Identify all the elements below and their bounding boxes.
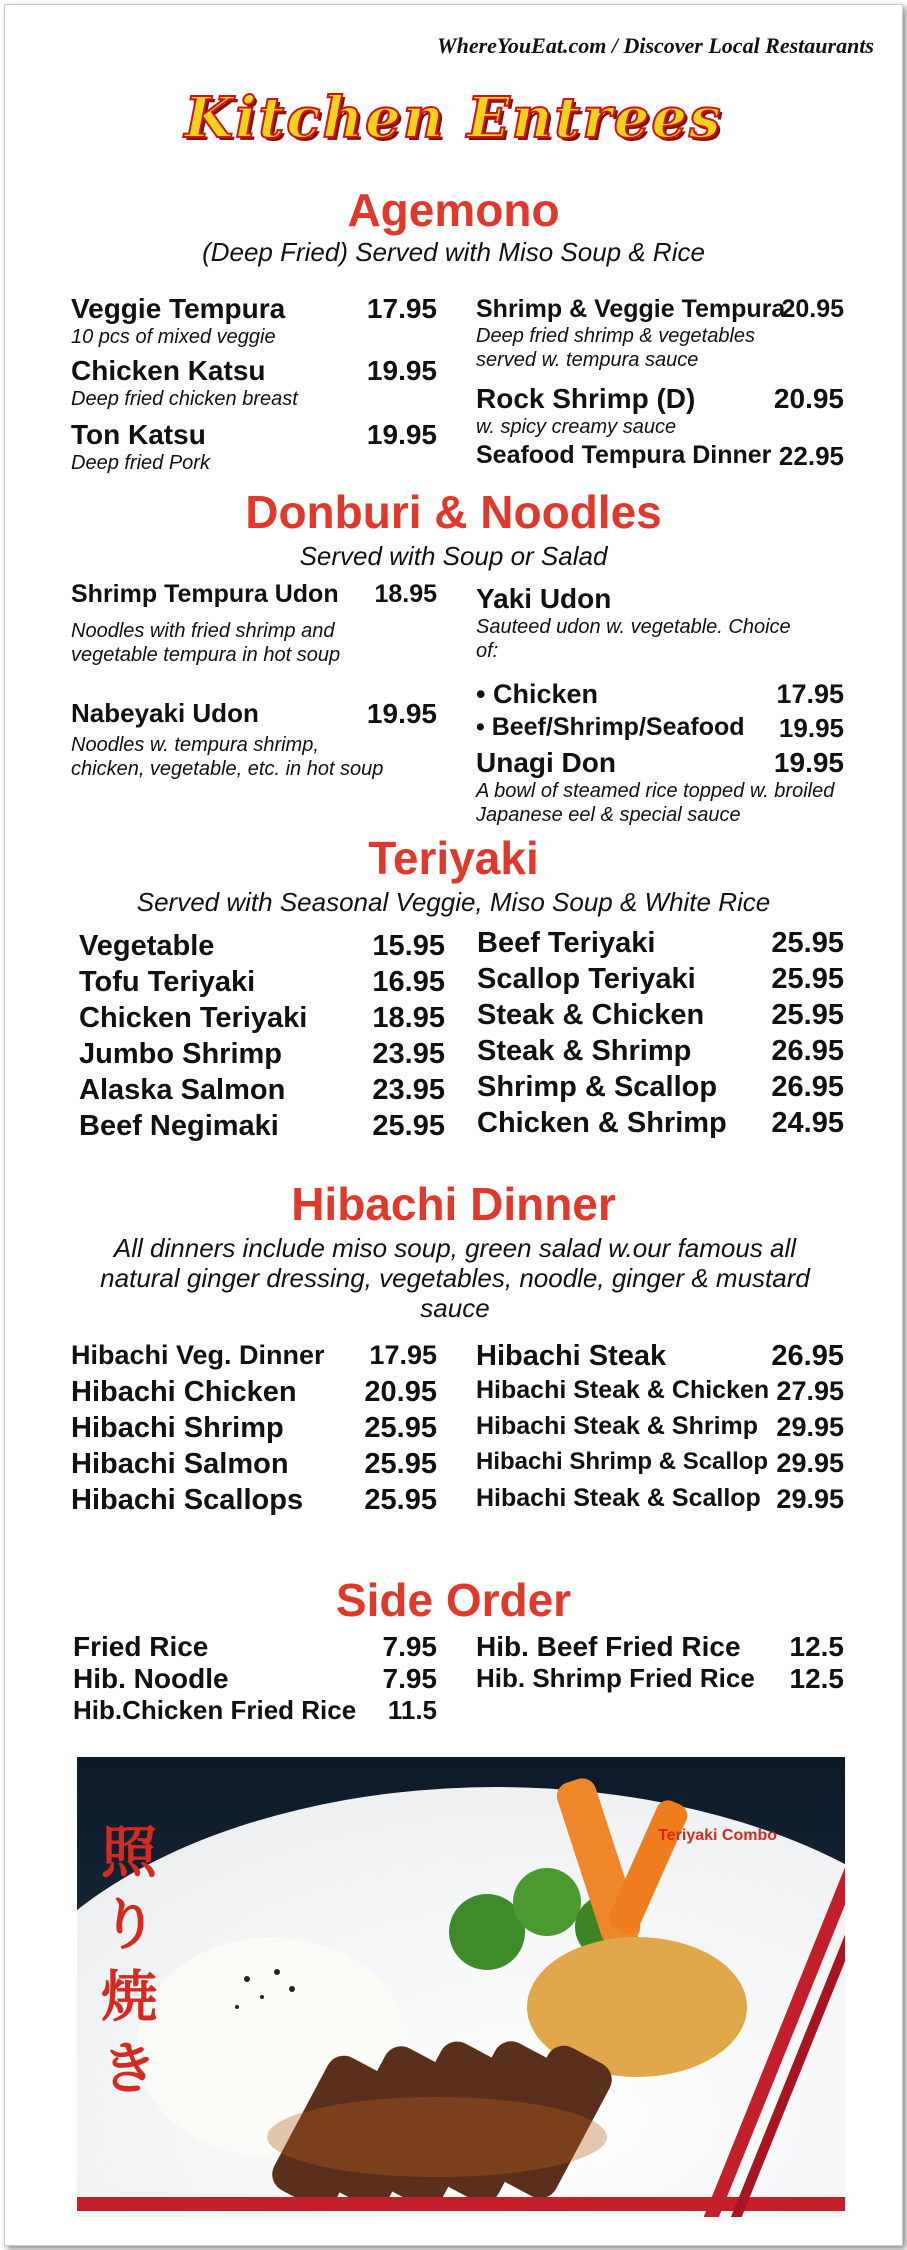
side-order-heading: Side Order [335, 1574, 572, 1626]
item-name: Hib. Beef Fried Rice [476, 1631, 741, 1662]
menu-item [476, 441, 844, 470]
item-price: 19.95 [773, 747, 844, 778]
kanji-char: り [101, 1892, 157, 1958]
item-price: 25.95 [771, 999, 844, 1031]
item-price: 25.95 [364, 1484, 437, 1516]
item-price: 22.95 [778, 441, 844, 471]
item-description: w. spicy creamy sauce [476, 416, 677, 438]
item-price: 23.95 [372, 1074, 445, 1106]
menu-page [4, 4, 903, 2246]
menu-row [73, 1695, 437, 1727]
menu-row [476, 1484, 844, 1520]
item-name: Hibachi Steak & Shrimp [476, 1412, 759, 1440]
site-banner: WhereYouEat.com / Discover Local Restaurants [437, 33, 874, 58]
item-name: Chicken & Shrimp [477, 1107, 727, 1139]
item-name: Unagi Don [476, 747, 616, 778]
item-name: Tofu Teriyaki [79, 966, 256, 998]
item-name: Rock Shrimp (D) [476, 383, 696, 414]
item-name: Hibachi Chicken [71, 1376, 297, 1408]
kanji-char: き [101, 2036, 157, 2102]
item-name: Shrimp & Veggie Tempura [476, 295, 786, 323]
menu-row [79, 1002, 445, 1038]
menu-item [71, 293, 437, 355]
item-price: 26.95 [771, 1340, 844, 1372]
menu-item [476, 583, 844, 679]
item-name: Hibachi Salmon [71, 1448, 289, 1480]
menu-row [79, 966, 445, 1002]
item-price: 25.95 [771, 927, 844, 959]
item-price: 12.5 [789, 1663, 844, 1694]
item-price: 7.95 [382, 1631, 437, 1662]
item-price: 19.95 [366, 355, 437, 386]
item-price: 25.95 [372, 1110, 445, 1142]
donburi-right-column [476, 583, 844, 827]
menu-row [477, 1071, 844, 1107]
item-name: Jumbo Shrimp [79, 1038, 283, 1070]
kanji-char: 照 [101, 1820, 157, 1886]
item-name: Beef Teriyaki [477, 927, 656, 959]
item-name: Hibachi Veg. Dinner [71, 1340, 325, 1370]
item-price: 18.95 [372, 1002, 445, 1034]
menu-item [476, 747, 844, 827]
menu-row [71, 1340, 437, 1376]
item-price: 11.5 [387, 1695, 437, 1725]
item-name: Alaska Salmon [79, 1074, 286, 1106]
item-name: Hibachi Steak & Scallop [476, 1484, 761, 1512]
teriyaki-combo-photo [77, 1757, 845, 2217]
donburi-subtitle: Served with Soup or Salad [299, 541, 608, 571]
item-name: Hibachi Steak [476, 1340, 667, 1372]
menu-row [73, 1631, 437, 1663]
item-name: Shrimp & Scallop [477, 1071, 718, 1103]
item-name: Hibachi Shrimp & Scallop [476, 1448, 769, 1475]
item-price: 16.95 [372, 966, 445, 998]
menu-row [79, 1038, 445, 1074]
menu-item [71, 419, 437, 475]
menu-row [71, 1376, 437, 1412]
item-description: 10 pcs of mixed veggie [71, 326, 276, 348]
item-name: Hib. Noodle [73, 1663, 229, 1694]
choice-name: • Beef/Shrimp/Seafood [476, 713, 745, 741]
menu-item [71, 580, 437, 698]
item-price: 26.95 [771, 1035, 844, 1067]
item-name: Ton Katsu [71, 419, 206, 450]
menu-item [476, 383, 844, 441]
menu-title: Kitchen Entrees [184, 85, 723, 151]
teriyaki-kanji [99, 1817, 159, 2105]
item-name: Hibachi Scallops [71, 1484, 304, 1516]
menu-item [71, 698, 437, 781]
teriyaki-subtitle: Served with Seasonal Veggie, Miso Soup & White Rice [136, 887, 771, 917]
menu-row [476, 1340, 844, 1376]
item-price: 12.5 [789, 1631, 844, 1662]
item-description: Deep fried chicken breast [71, 388, 298, 410]
item-price: 20.95 [364, 1376, 437, 1408]
menu-row [476, 1448, 844, 1484]
menu-row [477, 1107, 844, 1143]
menu-row [477, 927, 844, 963]
menu-row [71, 1448, 437, 1484]
menu-row [79, 1110, 445, 1146]
choice-item [476, 679, 844, 713]
hibachi-heading: Hibachi Dinner [291, 1178, 616, 1230]
item-name: Veggie Tempura [71, 293, 286, 324]
item-price: 29.95 [776, 1484, 844, 1514]
item-description: Noodles w. tempura shrimp, chicken, vegetable, etc. in hot soup [71, 734, 384, 780]
agemono-subtitle: (Deep Fried) Served with Miso Soup & Rice [202, 237, 705, 267]
agemono-left-column [71, 293, 437, 475]
item-price: 27.95 [776, 1376, 844, 1406]
hibachi-subtitle: All dinners include miso soup, green salad w.our famous all natural ginger dressing, vegetables, noodle, ginger & mustard sauce [100, 1233, 810, 1323]
menu-row [79, 1074, 445, 1110]
donburi-left-column [71, 580, 437, 781]
agemono-right-column [476, 295, 844, 470]
item-price: 25.95 [364, 1412, 437, 1444]
teriyaki-heading: Teriyaki [368, 832, 539, 884]
item-name: Yaki Udon [476, 583, 612, 614]
item-price: 18.95 [374, 580, 437, 608]
item-price: 25.95 [364, 1448, 437, 1480]
menu-row [476, 1663, 844, 1695]
choice-price: 19.95 [778, 713, 844, 743]
menu-row [477, 999, 844, 1035]
item-name: Chicken Teriyaki [79, 1002, 308, 1034]
menu-row [476, 1376, 844, 1412]
photo-caption: Teriyaki Combo [658, 1827, 777, 1844]
item-name: Steak & Shrimp [477, 1035, 692, 1067]
item-price: 20.95 [781, 295, 844, 323]
item-name: Nabeyaki Udon [71, 698, 259, 728]
teriyaki-left-column [79, 930, 445, 1146]
chopstick-bottom [77, 2197, 845, 2211]
item-name: Hib.Chicken Fried Rice [73, 1695, 357, 1725]
menu-row [71, 1412, 437, 1448]
item-description: Deep fried shrimp & vegetables served w. tempura sauce [476, 325, 756, 371]
side-right-column [476, 1631, 844, 1695]
item-name: Chicken Katsu [71, 355, 266, 386]
item-name: Hibachi Shrimp [71, 1412, 284, 1444]
item-price: 17.95 [369, 1340, 437, 1370]
menu-row [476, 1631, 844, 1663]
side-left-column [73, 1631, 437, 1727]
item-price: 7.95 [382, 1663, 437, 1694]
menu-row [477, 1035, 844, 1071]
item-name: Hibachi Steak & Chicken [476, 1376, 770, 1404]
choice-price: 17.95 [776, 679, 844, 709]
donburi-heading: Donburi & Noodles [245, 486, 662, 538]
item-description: Sauteed udon w. vegetable. Choice of: [476, 616, 791, 662]
item-name: Seafood Tempura Dinner [476, 441, 772, 469]
food-illustration [77, 1757, 845, 2217]
item-price: 20.95 [773, 383, 844, 414]
agemono-heading: Agemono [347, 184, 560, 236]
item-name: Shrimp Tempura Udon [71, 580, 339, 608]
item-price: 29.95 [776, 1412, 844, 1442]
menu-row [477, 963, 844, 999]
item-name: Hib. Shrimp Fried Rice [476, 1663, 755, 1693]
item-name: Steak & Chicken [477, 999, 705, 1031]
item-price: 29.95 [776, 1448, 844, 1478]
item-price: 17.95 [366, 293, 437, 324]
choice-name: • Chicken [476, 679, 598, 709]
item-description: Noodles with fried shrimp and vegetable tempura in hot soup [71, 620, 341, 666]
item-description: Deep fried Pork [71, 452, 210, 474]
item-price: 26.95 [771, 1071, 844, 1103]
menu-row [73, 1663, 437, 1695]
menu-item [71, 355, 437, 419]
item-price: 15.95 [372, 930, 445, 962]
kanji-char: 焼 [101, 1964, 157, 2030]
item-name: Scallop Teriyaki [477, 963, 696, 995]
item-price: 25.95 [771, 963, 844, 995]
item-name: Beef Negimaki [79, 1110, 279, 1142]
item-description: A bowl of steamed rice topped w. broiled Japanese eel & special sauce [476, 780, 835, 826]
choice-item [476, 713, 844, 747]
hibachi-left-column [71, 1340, 437, 1520]
menu-item [476, 295, 844, 383]
item-price: 24.95 [771, 1107, 844, 1139]
menu-row [71, 1484, 437, 1520]
menu-row [476, 1412, 844, 1448]
hibachi-right-column [476, 1340, 844, 1520]
teriyaki-right-column [477, 927, 844, 1143]
item-price: 23.95 [372, 1038, 445, 1070]
item-price: 19.95 [366, 419, 437, 450]
item-name: Fried Rice [73, 1631, 209, 1662]
item-price: 19.95 [366, 698, 437, 729]
item-name: Vegetable [79, 930, 215, 962]
menu-row [79, 930, 445, 966]
